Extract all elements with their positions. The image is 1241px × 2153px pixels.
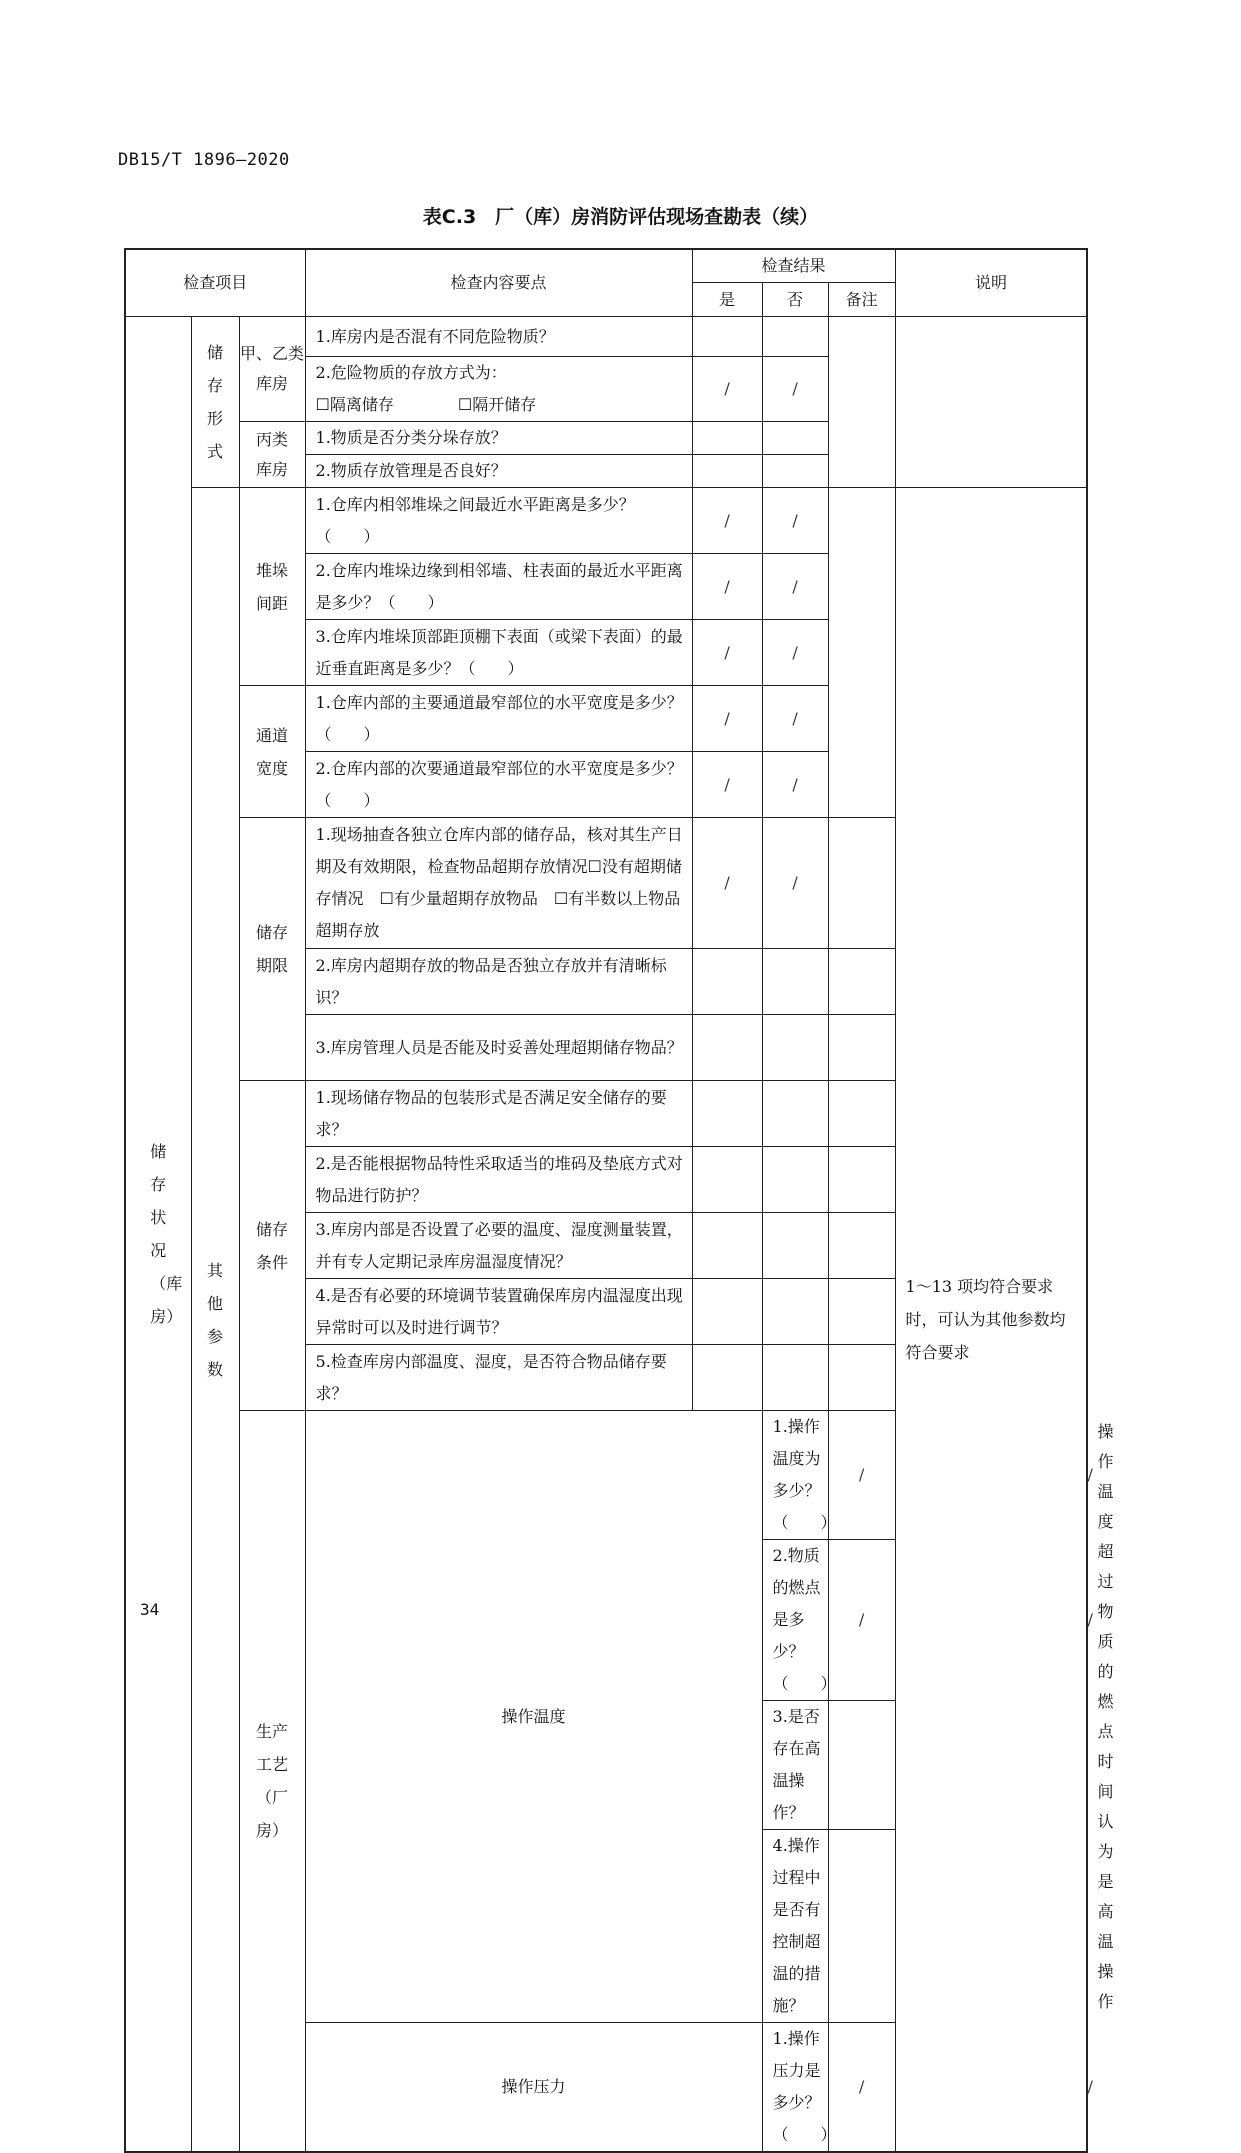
check-item: 2.仓库内部的次要通道最窄部位的水平宽度是多少？（ ） <box>305 752 692 818</box>
remark-cell[interactable] <box>828 949 895 1015</box>
no-cell[interactable] <box>762 455 828 488</box>
yes-cell[interactable] <box>692 1345 762 1411</box>
jiayi-label: 甲、乙类库房 <box>239 317 305 422</box>
yes-cell[interactable]: / <box>828 1540 895 1701</box>
yes-cell[interactable] <box>692 1015 762 1081</box>
check-item: 3.是否存在高温操作？ <box>762 1701 828 1830</box>
check-item: 1.仓库内部的主要通道最窄部位的水平宽度是多少？（ ） <box>305 686 692 752</box>
page-number: 34 <box>140 1600 160 1619</box>
no-cell[interactable]: / <box>762 752 828 818</box>
group-process: 生产工艺（厂房） <box>239 1411 305 2153</box>
no-cell[interactable] <box>762 1345 828 1411</box>
check-item: 4.操作过程中是否有控制超温的措施？ <box>762 1830 828 2023</box>
header-result: 检查结果 <box>692 249 895 283</box>
remark-cell[interactable] <box>828 317 895 488</box>
remark-cell[interactable] <box>828 1345 895 1411</box>
check-item: 2.库房内超期存放的物品是否独立存放并有清晰标识？ <box>305 949 692 1015</box>
header-yes: 是 <box>692 283 762 317</box>
inspection-table <box>124 248 1114 2153</box>
no-cell[interactable] <box>762 1279 828 1345</box>
no-cell[interactable]: / <box>762 818 828 949</box>
no-cell[interactable]: / <box>762 620 828 686</box>
yes-cell[interactable]: / <box>828 2023 895 2153</box>
no-cell[interactable] <box>762 1081 828 1147</box>
no-cell[interactable] <box>762 422 828 455</box>
no-cell[interactable] <box>762 1147 828 1213</box>
aisle-label: 通道宽度 <box>239 686 305 818</box>
header-note: 说明 <box>895 249 1087 317</box>
yes-cell[interactable]: / <box>692 686 762 752</box>
yes-cell[interactable] <box>828 1701 895 1830</box>
table-row: 2.物质的燃点是多少？（ ） / / <box>125 1540 1087 1701</box>
no-cell[interactable] <box>762 1015 828 1081</box>
table-row: 生产工艺（厂房） 操作温度 1.操作温度为多少？（ ） / / 操作温度超过物质的燃点时间认为是高温操作 <box>125 1411 1087 1540</box>
check-item: 3.仓库内堆垛顶部距顶棚下表面（或梁下表面）的最近垂直距离是多少？（ ） <box>305 620 692 686</box>
stack-label: 堆垛间距 <box>239 488 305 686</box>
header-remark: 备注 <box>828 283 895 317</box>
check-item: 1.操作温度为多少？（ ） <box>762 1411 828 1540</box>
no-cell[interactable]: / <box>762 686 828 752</box>
yes-cell[interactable]: / <box>692 818 762 949</box>
standard-number: DB15/T 1896—2020 <box>118 150 290 170</box>
header-row <box>125 249 1087 283</box>
check-item: 2.物质存放管理是否良好？ <box>305 455 692 488</box>
table-row: 操作压力 1.操作压力是多少？（ ） / / <box>125 2023 1087 2153</box>
check-item: 2.是否能根据物品特性采取适当的堆码及垫底方式对物品进行防护？ <box>305 1147 692 1213</box>
yes-cell[interactable]: / <box>828 1411 895 1540</box>
yes-cell[interactable] <box>692 422 762 455</box>
no-cell[interactable]: / <box>762 554 828 620</box>
yes-cell[interactable] <box>692 1147 762 1213</box>
no-cell[interactable] <box>762 949 828 1015</box>
note-cell <box>895 317 1087 488</box>
check-item: 1.库房内是否混有不同危险物质？ <box>305 317 692 357</box>
check-item: 3.库房管理人员是否能及时妥善处理超期储存物品？ <box>305 1015 692 1081</box>
table-title: 表C.3 厂（库）房消防评估现场查勘表（续） <box>422 206 819 228</box>
yes-cell[interactable]: / <box>692 620 762 686</box>
cond-label: 储存条件 <box>239 1081 305 1411</box>
header-item: 检查项目 <box>125 249 305 317</box>
check-item: 1.现场储存物品的包装形式是否满足安全储存的要求？ <box>305 1081 692 1147</box>
check-item: 1.仓库内相邻堆垛之间最近水平距离是多少？（ ） <box>305 488 692 554</box>
other-params-label: 其他参数 <box>191 488 239 2153</box>
no-cell[interactable] <box>762 317 828 357</box>
op-temp-label: 操作温度 <box>305 1411 762 2023</box>
yes-cell[interactable]: / <box>692 488 762 554</box>
table-row <box>125 488 1087 554</box>
yes-cell[interactable] <box>828 1830 895 2023</box>
bing-label: 丙类库房 <box>239 422 305 488</box>
header-no: 否 <box>762 283 828 317</box>
yes-cell[interactable]: / <box>692 752 762 818</box>
yes-cell[interactable] <box>692 317 762 357</box>
remark-cell[interactable] <box>828 818 895 949</box>
check-item: 3.库房内部是否设置了必要的温度、湿度测量装置，并有专人定期记录库房温湿度情况？ <box>305 1213 692 1279</box>
check-item: 2.物质的燃点是多少？（ ） <box>762 1540 828 1701</box>
check-item: 5.检查库房内部温度、湿度，是否符合物品储存要求？ <box>305 1345 692 1411</box>
check-item: 2.危险物质的存放方式为： ☐隔离储存 ☐隔开储存 <box>305 357 692 422</box>
storage-method-checkboxes[interactable]: ☐隔离储存 ☐隔开储存 <box>315 395 537 414</box>
yes-cell[interactable] <box>692 1279 762 1345</box>
remark-cell[interactable] <box>828 488 895 818</box>
check-item: 2.仓库内堆垛边缘到相邻墙、柱表面的最近水平距离是多少？（ ） <box>305 554 692 620</box>
remark-cell[interactable] <box>828 1015 895 1081</box>
remark-cell[interactable] <box>828 1279 895 1345</box>
other-params-note: 1～13 项均符合要求时，可认为其他参数均符合要求 <box>895 488 1087 2153</box>
yes-cell[interactable]: / <box>692 554 762 620</box>
yes-cell[interactable] <box>692 949 762 1015</box>
yes-cell[interactable] <box>692 455 762 488</box>
no-cell[interactable]: / <box>762 488 828 554</box>
no-cell[interactable] <box>762 1213 828 1279</box>
header-content: 检查内容要点 <box>305 249 692 317</box>
no-cell[interactable]: / <box>762 357 828 422</box>
remark-cell[interactable] <box>828 1147 895 1213</box>
check-item: 4.是否有必要的环境调节装置确保库房内温湿度出现异常时可以及时进行调节？ <box>305 1279 692 1345</box>
remark-cell[interactable] <box>828 1081 895 1147</box>
op-pressure-label: 操作压力 <box>305 2023 762 2153</box>
yes-cell[interactable] <box>692 1213 762 1279</box>
remark-cell[interactable] <box>828 1213 895 1279</box>
period-label: 储存期限 <box>239 818 305 1081</box>
check-item: 1.物质是否分类分垛存放？ <box>305 422 692 455</box>
check-item: 1.操作压力是多少？（ ） <box>762 2023 828 2153</box>
group-storage: 储存状况（库房） <box>125 317 191 2153</box>
yes-cell[interactable]: / <box>692 357 762 422</box>
yes-cell[interactable] <box>692 1081 762 1147</box>
storage-form-label: 储存形式 <box>191 317 239 488</box>
check-item: 1.现场抽查各独立仓库内部的储存品，核对其生产日期及有效期限，检查物品超期存放情况☐没有超期储存情况 ☐有少量超期存放物品 ☐有半数以上物品超期存放 <box>305 818 692 949</box>
table-row <box>125 317 1087 357</box>
